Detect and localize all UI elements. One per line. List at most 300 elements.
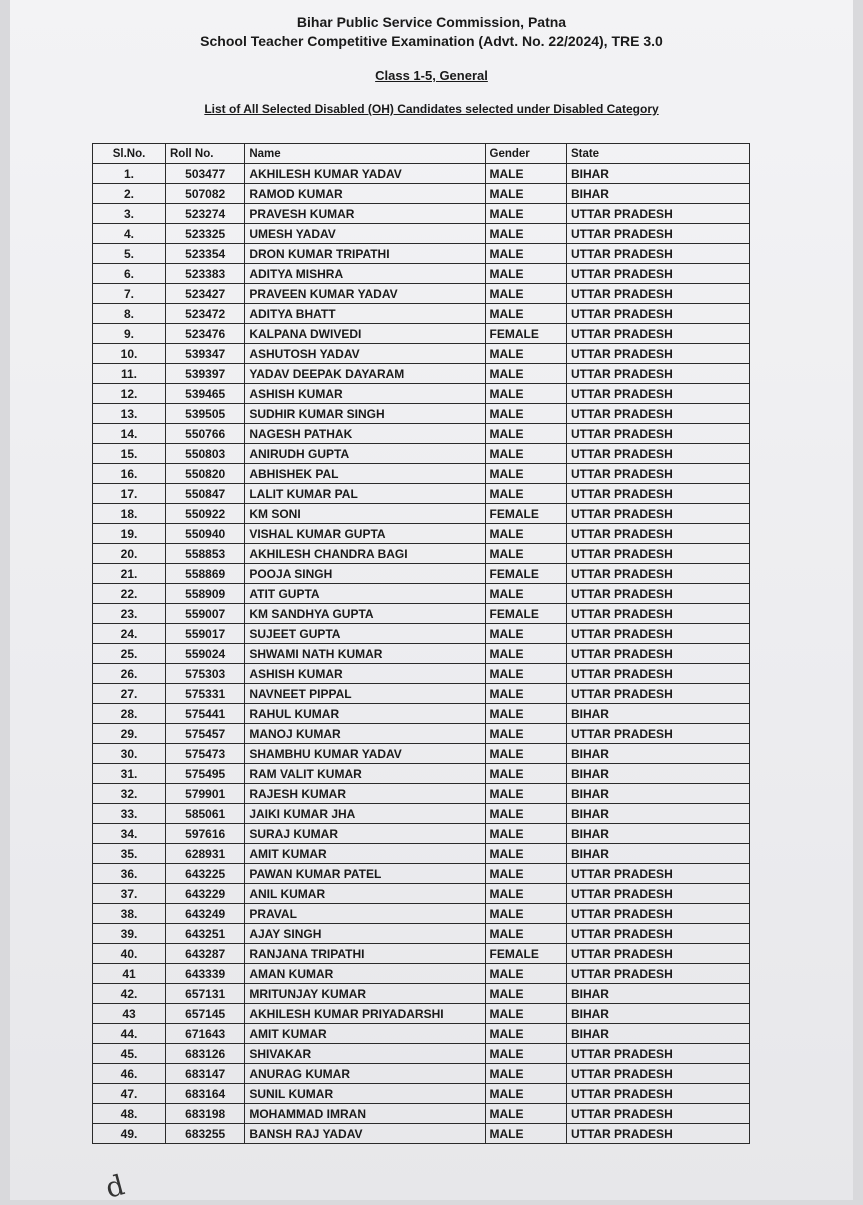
cell-sl-no: 22. — [93, 584, 166, 604]
cell-name: SHIVAKAR — [245, 1044, 485, 1064]
cell-gender: FEMALE — [485, 604, 566, 624]
cell-sl-no: 44. — [93, 1024, 166, 1044]
cell-roll-no: 550766 — [166, 424, 245, 444]
cell-state: UTTAR PRADESH — [566, 664, 749, 684]
table-row — [93, 604, 750, 624]
cell-sl-no: 31. — [93, 764, 166, 784]
cell-gender: MALE — [485, 164, 566, 184]
table-row — [93, 564, 750, 584]
cell-name: PAWAN KUMAR PATEL — [245, 864, 485, 884]
table-row — [93, 844, 750, 864]
table-row — [93, 784, 750, 804]
cell-roll-no: 575331 — [166, 684, 245, 704]
table-row — [93, 1104, 750, 1124]
cell-gender: FEMALE — [485, 944, 566, 964]
table-row — [93, 864, 750, 884]
table-header-row — [93, 144, 750, 164]
cell-gender: MALE — [485, 904, 566, 924]
cell-roll-no: 575457 — [166, 724, 245, 744]
table-row — [93, 224, 750, 244]
table-row — [93, 984, 750, 1004]
table-row — [93, 724, 750, 744]
cell-sl-no: 38. — [93, 904, 166, 924]
table-row — [93, 904, 750, 924]
cell-state: UTTAR PRADESH — [566, 904, 749, 924]
cell-gender: MALE — [485, 764, 566, 784]
cell-gender: MALE — [485, 1084, 566, 1104]
cell-sl-no: 40. — [93, 944, 166, 964]
table-row — [93, 824, 750, 844]
cell-roll-no: 683164 — [166, 1084, 245, 1104]
cell-name: VISHAL KUMAR GUPTA — [245, 524, 485, 544]
cell-roll-no: 683198 — [166, 1104, 245, 1124]
cell-name: RAJESH KUMAR — [245, 784, 485, 804]
cell-gender: MALE — [485, 804, 566, 824]
cell-sl-no: 27. — [93, 684, 166, 704]
cell-state: UTTAR PRADESH — [566, 624, 749, 644]
table-row — [93, 344, 750, 364]
cell-state: UTTAR PRADESH — [566, 344, 749, 364]
cell-state: BIHAR — [566, 744, 749, 764]
cell-sl-no: 20. — [93, 544, 166, 564]
cell-name: DRON KUMAR TRIPATHI — [245, 244, 485, 264]
cell-name: ANIRUDH GUPTA — [245, 444, 485, 464]
cell-sl-no: 19. — [93, 524, 166, 544]
table-row — [93, 884, 750, 904]
cell-name: KM SONI — [245, 504, 485, 524]
list-title: List of All Selected Disabled (OH) Candidates selected under Disabled Category — [204, 102, 659, 116]
table-row — [93, 1064, 750, 1084]
column-header-sl-no: Sl.No. — [93, 144, 166, 164]
table-row — [93, 1084, 750, 1104]
cell-state: UTTAR PRADESH — [566, 324, 749, 344]
cell-name: ASHUTOSH YADAV — [245, 344, 485, 364]
cell-gender: FEMALE — [485, 504, 566, 524]
table-row — [93, 524, 750, 544]
cell-roll-no: 628931 — [166, 844, 245, 864]
cell-roll-no: 643249 — [166, 904, 245, 924]
cell-gender: MALE — [485, 1044, 566, 1064]
cell-sl-no: 45. — [93, 1044, 166, 1064]
cell-name: PRAVESH KUMAR — [245, 204, 485, 224]
cell-sl-no: 14. — [93, 424, 166, 444]
cell-name: AMIT KUMAR — [245, 1024, 485, 1044]
cell-sl-no: 29. — [93, 724, 166, 744]
cell-gender: MALE — [485, 924, 566, 944]
cell-roll-no: 683255 — [166, 1124, 245, 1144]
cell-roll-no: 550940 — [166, 524, 245, 544]
cell-roll-no: 559017 — [166, 624, 245, 644]
cell-roll-no: 539347 — [166, 344, 245, 364]
cell-gender: MALE — [485, 824, 566, 844]
cell-gender: MALE — [485, 224, 566, 244]
table-row — [93, 764, 750, 784]
cell-sl-no: 3. — [93, 204, 166, 224]
cell-roll-no: 550820 — [166, 464, 245, 484]
cell-sl-no: 18. — [93, 504, 166, 524]
cell-roll-no: 575473 — [166, 744, 245, 764]
cell-sl-no: 28. — [93, 704, 166, 724]
cell-roll-no: 643225 — [166, 864, 245, 884]
cell-gender: MALE — [485, 484, 566, 504]
cell-state: UTTAR PRADESH — [566, 644, 749, 664]
cell-state: BIHAR — [566, 1004, 749, 1024]
cell-name: SUJEET GUPTA — [245, 624, 485, 644]
cell-state: UTTAR PRADESH — [566, 424, 749, 444]
table-row — [93, 744, 750, 764]
column-header-gender: Gender — [485, 144, 566, 164]
cell-sl-no: 49. — [93, 1124, 166, 1144]
signature-mark: d — [102, 1168, 128, 1205]
cell-state: UTTAR PRADESH — [566, 244, 749, 264]
cell-roll-no: 643339 — [166, 964, 245, 984]
table-row — [93, 384, 750, 404]
cell-name: ANURAG KUMAR — [245, 1064, 485, 1084]
cell-state: UTTAR PRADESH — [566, 524, 749, 544]
cell-gender: MALE — [485, 524, 566, 544]
cell-roll-no: 643251 — [166, 924, 245, 944]
cell-state: UTTAR PRADESH — [566, 944, 749, 964]
cell-name: POOJA SINGH — [245, 564, 485, 584]
cell-roll-no: 559007 — [166, 604, 245, 624]
table-row — [93, 244, 750, 264]
cell-state: UTTAR PRADESH — [566, 404, 749, 424]
table-row — [93, 264, 750, 284]
cell-state: UTTAR PRADESH — [566, 1124, 749, 1144]
cell-roll-no: 550847 — [166, 484, 245, 504]
cell-state: UTTAR PRADESH — [566, 384, 749, 404]
cell-name: JAIKI KUMAR JHA — [245, 804, 485, 824]
cell-state: BIHAR — [566, 704, 749, 724]
cell-state: UTTAR PRADESH — [566, 264, 749, 284]
cell-gender: MALE — [485, 384, 566, 404]
cell-sl-no: 12. — [93, 384, 166, 404]
cell-gender: MALE — [485, 964, 566, 984]
cell-name: NAVNEET PIPPAL — [245, 684, 485, 704]
cell-roll-no: 558869 — [166, 564, 245, 584]
cell-roll-no: 507082 — [166, 184, 245, 204]
cell-roll-no: 683126 — [166, 1044, 245, 1064]
cell-sl-no: 48. — [93, 1104, 166, 1124]
table-row — [93, 1004, 750, 1024]
table-row — [93, 684, 750, 704]
column-header-name: Name — [245, 144, 485, 164]
exam-title: School Teacher Competitive Examination (Advt. No. 22/2024), TRE 3.0 — [200, 33, 663, 49]
cell-name: KM SANDHYA GUPTA — [245, 604, 485, 624]
cell-name: ASHISH KUMAR — [245, 384, 485, 404]
cell-state: BIHAR — [566, 804, 749, 824]
table-row — [93, 164, 750, 184]
cell-gender: MALE — [485, 204, 566, 224]
cell-roll-no: 523274 — [166, 204, 245, 224]
cell-gender: MALE — [485, 704, 566, 724]
cell-state: BIHAR — [566, 764, 749, 784]
table-row — [93, 284, 750, 304]
cell-gender: MALE — [485, 784, 566, 804]
cell-roll-no: 550803 — [166, 444, 245, 464]
cell-state: UTTAR PRADESH — [566, 304, 749, 324]
cell-name: BANSH RAJ YADAV — [245, 1124, 485, 1144]
document-page — [10, 0, 853, 1205]
cell-state: UTTAR PRADESH — [566, 884, 749, 904]
commission-name: Bihar Public Service Commission, Patna — [296, 14, 567, 30]
table-row — [93, 704, 750, 724]
cell-name: SHWAMI NATH KUMAR — [245, 644, 485, 664]
cell-sl-no: 30. — [93, 744, 166, 764]
cell-state: BIHAR — [566, 184, 749, 204]
cell-name: AKHILESH KUMAR YADAV — [245, 164, 485, 184]
cell-gender: MALE — [485, 744, 566, 764]
cell-state: UTTAR PRADESH — [566, 204, 749, 224]
cell-gender: MALE — [485, 624, 566, 644]
cell-sl-no: 1. — [93, 164, 166, 184]
cell-name: AKHILESH KUMAR PRIYADARSHI — [245, 1004, 485, 1024]
cell-sl-no: 8. — [93, 304, 166, 324]
cell-state: UTTAR PRADESH — [566, 604, 749, 624]
cell-sl-no: 4. — [93, 224, 166, 244]
table-row — [93, 924, 750, 944]
cell-sl-no: 35. — [93, 844, 166, 864]
table-row — [93, 484, 750, 504]
table-row — [93, 544, 750, 564]
table-row — [93, 404, 750, 424]
cell-name: AMAN KUMAR — [245, 964, 485, 984]
cell-state: UTTAR PRADESH — [566, 964, 749, 984]
cell-roll-no: 523354 — [166, 244, 245, 264]
cell-sl-no: 43 — [93, 1004, 166, 1024]
cell-state: UTTAR PRADESH — [566, 1044, 749, 1064]
cell-name: LALIT KUMAR PAL — [245, 484, 485, 504]
cell-name: UMESH YADAV — [245, 224, 485, 244]
cell-name: AJAY SINGH — [245, 924, 485, 944]
cell-gender: MALE — [485, 864, 566, 884]
cell-gender: MALE — [485, 1064, 566, 1084]
cell-gender: MALE — [485, 1104, 566, 1124]
cell-sl-no: 5. — [93, 244, 166, 264]
column-header-roll-no: Roll No. — [166, 144, 245, 164]
cell-sl-no: 10. — [93, 344, 166, 364]
cell-name: RANJANA TRIPATHI — [245, 944, 485, 964]
cell-state: BIHAR — [566, 844, 749, 864]
cell-name: ADITYA BHATT — [245, 304, 485, 324]
cell-sl-no: 26. — [93, 664, 166, 684]
cell-gender: MALE — [485, 584, 566, 604]
cell-state: UTTAR PRADESH — [566, 464, 749, 484]
cell-name: ASHISH KUMAR — [245, 664, 485, 684]
table-body — [93, 164, 750, 1144]
cell-state: UTTAR PRADESH — [566, 1084, 749, 1104]
cell-gender: MALE — [485, 644, 566, 664]
cell-gender: MALE — [485, 1024, 566, 1044]
cell-roll-no: 523427 — [166, 284, 245, 304]
table-row — [93, 804, 750, 824]
cell-name: ATIT GUPTA — [245, 584, 485, 604]
cell-roll-no: 550922 — [166, 504, 245, 524]
cell-gender: MALE — [485, 544, 566, 564]
cell-roll-no: 643229 — [166, 884, 245, 904]
cell-state: UTTAR PRADESH — [566, 544, 749, 564]
cell-name: PRAVAL — [245, 904, 485, 924]
cell-name: ABHISHEK PAL — [245, 464, 485, 484]
table-row — [93, 304, 750, 324]
cell-state: UTTAR PRADESH — [566, 924, 749, 944]
cell-roll-no: 539505 — [166, 404, 245, 424]
cell-name: YADAV DEEPAK DAYARAM — [245, 364, 485, 384]
cell-sl-no: 36. — [93, 864, 166, 884]
cell-sl-no: 23. — [93, 604, 166, 624]
cell-name: KALPANA DWIVEDI — [245, 324, 485, 344]
cell-roll-no: 585061 — [166, 804, 245, 824]
cell-sl-no: 41 — [93, 964, 166, 984]
cell-sl-no: 47. — [93, 1084, 166, 1104]
cell-gender: MALE — [485, 424, 566, 444]
cell-name: ANIL KUMAR — [245, 884, 485, 904]
table-row — [93, 424, 750, 444]
cell-sl-no: 37. — [93, 884, 166, 904]
cell-sl-no: 2. — [93, 184, 166, 204]
cell-name: RAM VALIT KUMAR — [245, 764, 485, 784]
cell-state: UTTAR PRADESH — [566, 1064, 749, 1084]
cell-state: UTTAR PRADESH — [566, 444, 749, 464]
cell-roll-no: 657131 — [166, 984, 245, 1004]
cell-gender: MALE — [485, 984, 566, 1004]
cell-roll-no: 575495 — [166, 764, 245, 784]
table-row — [93, 1044, 750, 1064]
cell-gender: MALE — [485, 404, 566, 424]
table-row — [93, 964, 750, 984]
cell-state: UTTAR PRADESH — [566, 564, 749, 584]
cell-gender: MALE — [485, 244, 566, 264]
table-row — [93, 624, 750, 644]
table-row — [93, 444, 750, 464]
cell-name: RAHUL KUMAR — [245, 704, 485, 724]
cell-state: UTTAR PRADESH — [566, 224, 749, 244]
cell-name: SUNIL KUMAR — [245, 1084, 485, 1104]
cell-sl-no: 34. — [93, 824, 166, 844]
cell-gender: MALE — [485, 884, 566, 904]
cell-state: UTTAR PRADESH — [566, 364, 749, 384]
cell-name: AMIT KUMAR — [245, 844, 485, 864]
cell-sl-no: 6. — [93, 264, 166, 284]
class-title: Class 1-5, General — [375, 68, 488, 83]
cell-name: MOHAMMAD IMRAN — [245, 1104, 485, 1124]
cell-sl-no: 7. — [93, 284, 166, 304]
cell-gender: MALE — [485, 344, 566, 364]
cell-gender: MALE — [485, 284, 566, 304]
cell-state: UTTAR PRADESH — [566, 684, 749, 704]
table-row — [93, 664, 750, 684]
cell-state: UTTAR PRADESH — [566, 1104, 749, 1124]
cell-roll-no: 503477 — [166, 164, 245, 184]
table-row — [93, 184, 750, 204]
cell-state: UTTAR PRADESH — [566, 584, 749, 604]
cell-gender: MALE — [485, 664, 566, 684]
table-row — [93, 584, 750, 604]
cell-roll-no: 575441 — [166, 704, 245, 724]
candidates-table — [92, 143, 750, 1144]
cell-sl-no: 24. — [93, 624, 166, 644]
cell-roll-no: 523383 — [166, 264, 245, 284]
cell-roll-no: 539397 — [166, 364, 245, 384]
cell-sl-no: 39. — [93, 924, 166, 944]
cell-roll-no: 671643 — [166, 1024, 245, 1044]
table-row — [93, 204, 750, 224]
table-row — [93, 644, 750, 664]
cell-sl-no: 32. — [93, 784, 166, 804]
cell-roll-no: 579901 — [166, 784, 245, 804]
cell-gender: FEMALE — [485, 564, 566, 584]
cell-roll-no: 523325 — [166, 224, 245, 244]
cell-roll-no: 575303 — [166, 664, 245, 684]
table-row — [93, 1124, 750, 1144]
cell-sl-no: 21. — [93, 564, 166, 584]
cell-roll-no: 657145 — [166, 1004, 245, 1024]
cell-gender: MALE — [485, 264, 566, 284]
cell-state: BIHAR — [566, 164, 749, 184]
cell-sl-no: 46. — [93, 1064, 166, 1084]
cell-sl-no: 33. — [93, 804, 166, 824]
table-row — [93, 324, 750, 344]
cell-state: UTTAR PRADESH — [566, 724, 749, 744]
cell-gender: MALE — [485, 364, 566, 384]
cell-state: UTTAR PRADESH — [566, 484, 749, 504]
cell-gender: MALE — [485, 844, 566, 864]
cell-roll-no: 558853 — [166, 544, 245, 564]
cell-state: UTTAR PRADESH — [566, 284, 749, 304]
cell-state: UTTAR PRADESH — [566, 864, 749, 884]
cell-sl-no: 13. — [93, 404, 166, 424]
cell-roll-no: 597616 — [166, 824, 245, 844]
cell-state: BIHAR — [566, 984, 749, 1004]
cell-gender: MALE — [485, 304, 566, 324]
cell-gender: MALE — [485, 724, 566, 744]
cell-sl-no: 25. — [93, 644, 166, 664]
cell-state: BIHAR — [566, 784, 749, 804]
cell-gender: FEMALE — [485, 324, 566, 344]
cell-name: MANOJ KUMAR — [245, 724, 485, 744]
cell-gender: MALE — [485, 1124, 566, 1144]
cell-sl-no: 42. — [93, 984, 166, 1004]
cell-roll-no: 683147 — [166, 1064, 245, 1084]
cell-gender: MALE — [485, 444, 566, 464]
cell-gender: MALE — [485, 464, 566, 484]
cell-name: MRITUNJAY KUMAR — [245, 984, 485, 1004]
table-row — [93, 464, 750, 484]
cell-sl-no: 11. — [93, 364, 166, 384]
cell-name: ADITYA MISHRA — [245, 264, 485, 284]
cell-sl-no: 17. — [93, 484, 166, 504]
cell-state: BIHAR — [566, 1024, 749, 1044]
cell-sl-no: 9. — [93, 324, 166, 344]
cell-name: SUDHIR KUMAR SINGH — [245, 404, 485, 424]
cell-gender: MALE — [485, 684, 566, 704]
cell-roll-no: 523476 — [166, 324, 245, 344]
cell-name: SURAJ KUMAR — [245, 824, 485, 844]
cell-name: SHAMBHU KUMAR YADAV — [245, 744, 485, 764]
cell-roll-no: 643287 — [166, 944, 245, 964]
cell-sl-no: 16. — [93, 464, 166, 484]
cell-state: BIHAR — [566, 824, 749, 844]
cell-roll-no: 558909 — [166, 584, 245, 604]
cell-roll-no: 539465 — [166, 384, 245, 404]
table-row — [93, 364, 750, 384]
cell-gender: MALE — [485, 1004, 566, 1024]
cell-state: UTTAR PRADESH — [566, 504, 749, 524]
table-row — [93, 944, 750, 964]
table-row — [93, 1024, 750, 1044]
cell-roll-no: 559024 — [166, 644, 245, 664]
cell-name: AKHILESH CHANDRA BAGI — [245, 544, 485, 564]
